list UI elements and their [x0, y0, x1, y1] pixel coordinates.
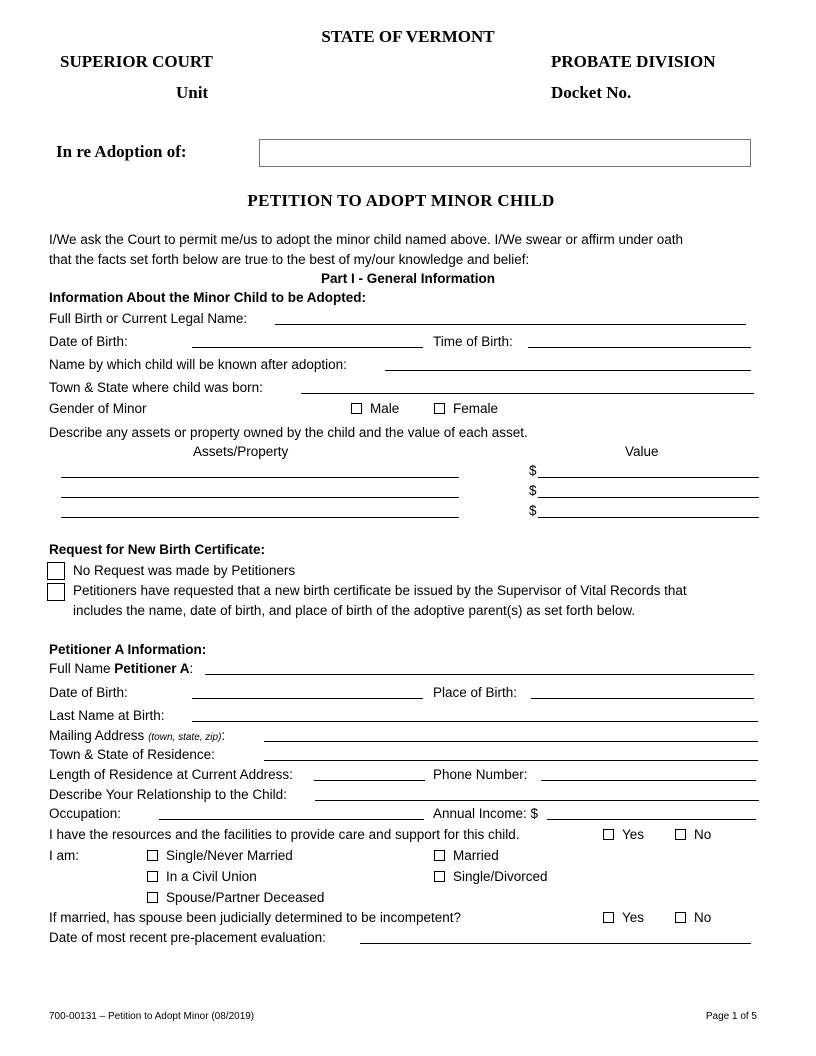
child-birthplace-label: Town & State where child was born: [49, 380, 263, 395]
state-heading: STATE OF VERMONT [321, 27, 495, 46]
checkbox-icon [351, 403, 362, 414]
child-heading: Information About the Minor Child to be Adopted: [49, 290, 366, 305]
child-full-name-label: Full Birth or Current Legal Name: [49, 311, 248, 326]
status-civil-union-option[interactable]: In a Civil Union [147, 869, 257, 885]
child-dob-field[interactable] [192, 347, 423, 348]
status-single-option[interactable]: Single/Never Married [147, 848, 293, 864]
no-request-label: No Request was made by Petitioners [73, 563, 296, 578]
resources-statement: I have the resources and the facilities to provide care and support for this child. [49, 827, 520, 842]
no-request-checkbox[interactable] [47, 562, 65, 580]
checkbox-icon [147, 850, 158, 861]
assets-description: Describe any assets or property owned by the child and the value of each asset. [49, 425, 528, 440]
last-name-at-birth-label: Last Name at Birth: [49, 708, 165, 723]
page-number: Page 1 of 5 [705, 1011, 757, 1022]
marital-status-label: I am: [49, 848, 80, 863]
resources-yes-option[interactable]: Yes [603, 827, 644, 843]
checkbox-icon [434, 403, 445, 414]
asset-field[interactable] [61, 477, 459, 478]
checkbox-icon [675, 829, 686, 840]
petitioner-a-place-of-birth-field[interactable] [531, 698, 754, 699]
child-time-of-birth-label: Time of Birth: [433, 334, 513, 349]
incompetent-question: If married, has spouse been judicially determined to be incompetent? [49, 910, 461, 925]
child-known-name-field[interactable] [385, 370, 751, 371]
petitioner-a-dob-field[interactable] [192, 698, 423, 699]
relationship-field[interactable] [315, 800, 759, 801]
gender-male-option[interactable]: Male [351, 401, 399, 417]
checkbox-icon [675, 912, 686, 923]
asset-field[interactable] [61, 497, 459, 498]
part-heading: Part I - General Information [320, 271, 496, 286]
adoption-name-field[interactable] [259, 139, 751, 167]
petitioner-a-full-name-label: Full Name Petitioner A: [49, 661, 194, 676]
new-cert-label-2: includes the name, date of birth, and place of birth of the adoptive parent(s) as set forth below. [73, 603, 636, 618]
petitioner-a-full-name-field[interactable] [205, 674, 754, 675]
evaluation-date-label: Date of most recent pre-placement evaluation: [49, 930, 326, 945]
relationship-label: Describe Your Relationship to the Child: [49, 787, 287, 802]
checkbox-icon [603, 912, 614, 923]
page-title: PETITION TO ADOPT MINOR CHILD [247, 191, 555, 210]
checkbox-icon [434, 850, 445, 861]
residence-label: Town & State of Residence: [49, 747, 215, 762]
mailing-address-field[interactable] [264, 741, 758, 742]
petitioner-a-heading: Petitioner A Information: [49, 642, 207, 657]
dollar-sign: $ [529, 503, 537, 518]
length-residence-label: Length of Residence at Current Address: [49, 767, 293, 782]
child-gender-label: Gender of Minor [49, 401, 147, 416]
phone-field[interactable] [541, 780, 756, 781]
child-known-name-label: Name by which child will be known after adoption: [49, 357, 347, 372]
checkbox-icon [147, 871, 158, 882]
incompetent-no-option[interactable]: No [675, 910, 711, 926]
income-field[interactable] [547, 819, 756, 820]
unit-label: Unit [176, 83, 209, 102]
resources-no-option[interactable]: No [675, 827, 711, 843]
checkbox-icon [434, 871, 445, 882]
petitioner-a-dob-label: Date of Birth: [49, 685, 128, 700]
intro-line-2: that the facts set forth below are true to the best of my/our knowledge and belief: [49, 252, 530, 267]
child-birthplace-field[interactable] [301, 393, 754, 394]
residence-field[interactable] [264, 760, 758, 761]
status-divorced-option[interactable]: Single/Divorced [434, 869, 548, 885]
child-dob-label: Date of Birth: [49, 334, 128, 349]
division-heading: PROBATE DIVISION [551, 52, 716, 71]
form-number: 700-00131 – Petition to Adopt Minor (08/2019) [49, 1011, 255, 1022]
incompetent-yes-option[interactable]: Yes [603, 910, 644, 926]
child-full-name-field[interactable] [275, 324, 746, 325]
child-time-of-birth-field[interactable] [528, 347, 751, 348]
occupation-label: Occupation: [49, 806, 122, 821]
occupation-field[interactable] [159, 819, 424, 820]
in-re-label: In re Adoption of: [56, 142, 187, 161]
phone-label: Phone Number: [433, 767, 528, 782]
income-label: Annual Income: $ [433, 806, 539, 821]
docket-label: Docket No. [551, 83, 632, 102]
asset-value-field[interactable] [538, 517, 759, 518]
mailing-address-label: Mailing Address (town, state, zip): [49, 728, 226, 743]
status-deceased-option[interactable]: Spouse/Partner Deceased [147, 890, 324, 906]
value-column-header: Value [625, 444, 659, 459]
petitioner-a-place-of-birth-label: Place of Birth: [433, 685, 518, 700]
assets-column-header: Assets/Property [193, 444, 289, 459]
intro-line-1: I/We ask the Court to permit me/us to adopt the minor child named above. I/We swear or affirm under oath [49, 232, 684, 247]
birth-cert-heading: Request for New Birth Certificate: [49, 542, 266, 557]
gender-female-option[interactable]: Female [434, 401, 498, 417]
dollar-sign: $ [529, 483, 537, 498]
length-residence-field[interactable] [314, 780, 425, 781]
evaluation-date-field[interactable] [360, 943, 751, 944]
new-cert-label-1: Petitioners have requested that a new birth certificate be issued by the Supervisor of Vital Records that [73, 583, 687, 598]
status-married-option[interactable]: Married [434, 848, 499, 864]
court-heading: SUPERIOR COURT [60, 52, 213, 71]
dollar-sign: $ [529, 463, 537, 478]
checkbox-icon [147, 892, 158, 903]
asset-value-field[interactable] [538, 497, 759, 498]
asset-value-field[interactable] [538, 477, 759, 478]
asset-field[interactable] [61, 517, 459, 518]
last-name-at-birth-field[interactable] [192, 721, 758, 722]
checkbox-icon [603, 829, 614, 840]
new-cert-checkbox[interactable] [47, 583, 65, 601]
